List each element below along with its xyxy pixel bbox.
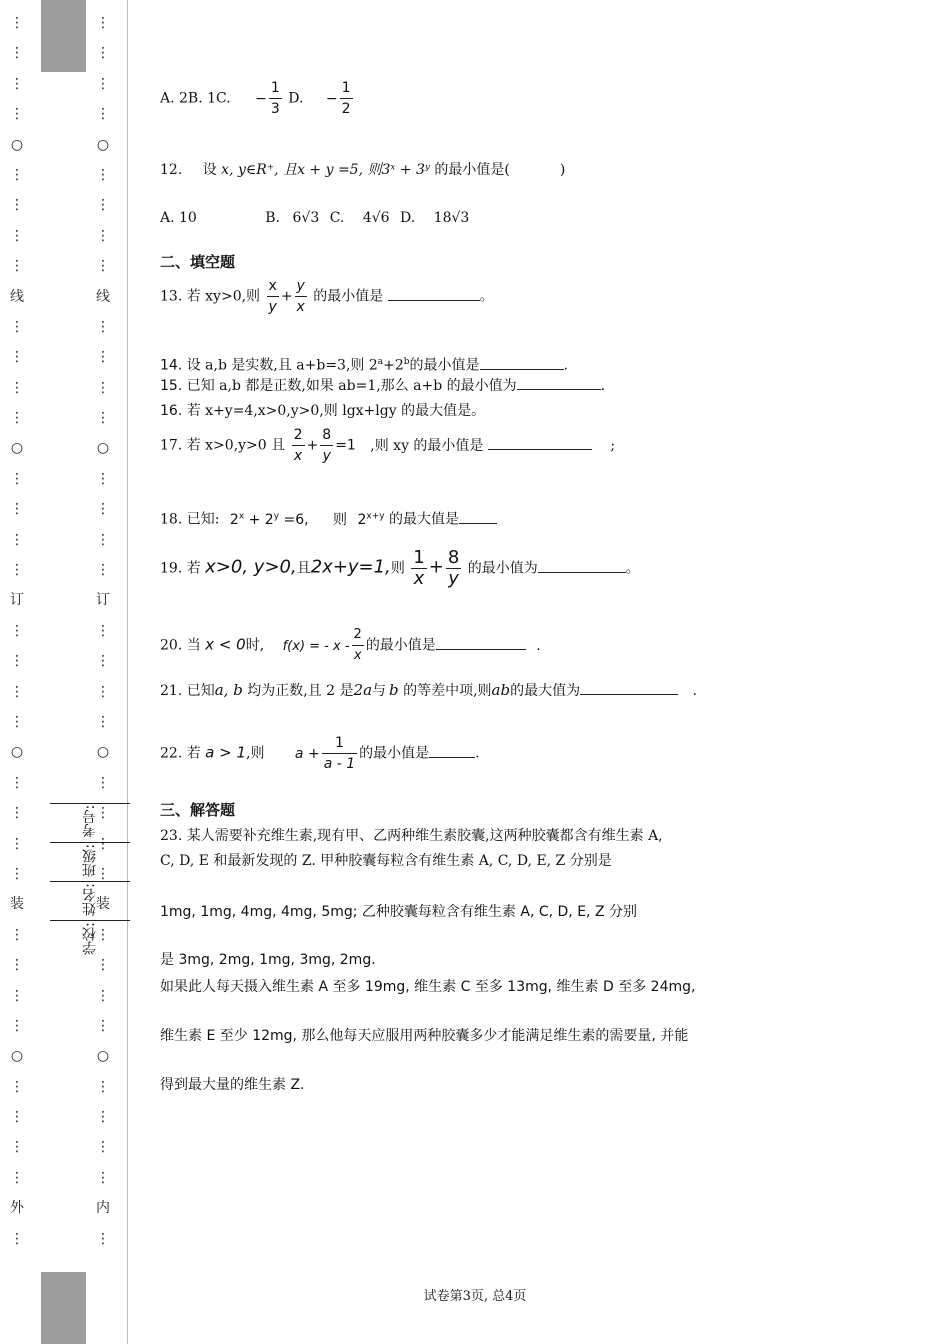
q20-answer-blank[interactable]: [436, 648, 526, 650]
question-15: 15. 已知 a,b 都是正数,如果 ab=1,那么 a+b 的最小值为 .: [160, 378, 606, 394]
school-blank[interactable]: [50, 920, 130, 922]
q13-answer-blank[interactable]: [388, 299, 480, 301]
margin-char: 订: [96, 592, 110, 609]
margin-dots: ⋮: [96, 1230, 110, 1247]
question-12-options: A. 10 B. 6√3 C. 4√6 D. 18√3: [160, 210, 470, 226]
margin-dots: ⋮: [10, 349, 24, 366]
question-14: 14. 设 a,b 是实数,且 a+b=3,则 $2^a+2^b$的最小值是 .: [160, 357, 568, 374]
margin-dots: ⋮: [10, 410, 24, 427]
margin-dots: ⋮: [10, 987, 24, 1004]
class-blank[interactable]: [50, 842, 130, 844]
margin-dots: ⋮: [10, 258, 24, 275]
margin-dots: ⋮: [10, 653, 24, 670]
margin-circle: ○: [96, 744, 110, 761]
question-23-line-3: 1mg, 1mg, 4mg, 4mg, 5mg; 乙种胶囊每粒含有维生素 A, C, D, E, Z 分别: [160, 904, 637, 920]
question-13: 13. 若 xy>0,则 $\frac{x}{y}$ + $\frac{y}{x}$ 的最小值是 。: [160, 278, 494, 315]
margin-dots: ⋮: [10, 835, 24, 852]
margin-dots: ⋮: [10, 774, 24, 791]
section-3-title: 三、解答题: [160, 801, 236, 819]
margin-dots: ⋮: [96, 470, 110, 487]
name-blank[interactable]: [50, 881, 130, 883]
margin-dots: ⋮: [96, 1078, 110, 1095]
margin-dots: ⋮: [10, 531, 24, 548]
question-23-line-2: C, D, E 和最新发现的 Z. 甲种胶囊每粒含有维生素 A, C, D, E, Z 分别是: [160, 853, 612, 869]
margin-dots: ⋮: [96, 653, 110, 670]
margin-dots: ⋮: [10, 15, 24, 31]
margin-dots: ⋮: [96, 197, 110, 214]
margin-dots: ⋮: [96, 1139, 110, 1156]
margin-dots: ⋮: [96, 318, 110, 335]
student-info-labels: [50, 395, 130, 955]
margin-char: 订: [10, 592, 24, 609]
margin-char: 装: [10, 896, 24, 913]
margin-dots: ⋮: [10, 106, 24, 123]
margin-dots: ⋮: [10, 1078, 24, 1095]
margin-dots: ⋮: [96, 166, 110, 183]
page-footer: 试卷第3页, 总4页: [423, 1289, 527, 1304]
margin-char: 装: [96, 896, 110, 913]
margin-circle: ○: [10, 1048, 24, 1065]
q18-answer-blank[interactable]: [459, 522, 497, 524]
margin-dots: ⋮: [96, 713, 110, 730]
margin-dots: ⋮: [10, 1230, 24, 1247]
margin-dots: ⋮: [10, 75, 24, 92]
margin-char: 外: [10, 1200, 24, 1217]
margin-dots: ⋮: [96, 622, 110, 639]
margin-dots: ⋮: [10, 1139, 24, 1156]
margin-circle: ○: [10, 136, 24, 153]
name-label: 姓名:: [82, 883, 98, 916]
margin-circle: ○: [96, 440, 110, 457]
question-21: 21. 已知a, b 均为正数,且 2 是2a与 b 的等差中项,则ab的最大值为 .: [160, 681, 697, 699]
margin-dots: ⋮: [10, 166, 24, 183]
margin-dots: ⋮: [96, 774, 110, 791]
margin-dots: ⋮: [96, 805, 110, 822]
margin-dots: ⋮: [96, 349, 110, 366]
margin-dots: ⋮: [10, 197, 24, 214]
margin-dots: ⋮: [96, 1169, 110, 1186]
margin-dots: ⋮: [10, 1109, 24, 1126]
margin-dots: ⋮: [96, 683, 110, 700]
margin-dots: ⋮: [96, 835, 110, 852]
margin-dots: ⋮: [10, 865, 24, 882]
margin-dots: ⋮: [10, 713, 24, 730]
question-22: 22. 若 a > 1,则 a + $\frac{1}{a - 1}$ 的最小值是 .: [160, 735, 480, 772]
question-12: 12. 设 x, y∈R⁺, 且x + y =5, 则3ˣ + 3ʸ 的最小值是( ): [160, 162, 566, 178]
q21-answer-blank[interactable]: [580, 693, 678, 695]
margin-char: 线: [96, 288, 110, 305]
question-23-line-4: 是 3mg, 2mg, 1mg, 3mg, 2mg.: [160, 952, 376, 968]
margin-char: 线: [10, 288, 24, 305]
margin-dots: ⋮: [10, 501, 24, 518]
question-23-line-7: 得到最大量的维生素 Z.: [160, 1077, 305, 1093]
margin-dots: ⋮: [96, 957, 110, 974]
margin-dots: ⋮: [10, 45, 24, 62]
question-19: 19. 若 x>0, y>0,且2x+y=1,则 $\frac{1}{x}$ + $\frac{8}{y}$ 的最小值为 。: [160, 547, 640, 589]
q19-answer-blank[interactable]: [538, 571, 626, 573]
exam-no-label: 考号:: [82, 804, 98, 838]
question-23-line-6: 维生素 E 至少 12mg, 那么他每天应服用两种胶囊多少才能满足维生素的需要量, 并能: [160, 1028, 689, 1044]
margin-dots: ⋮: [96, 1109, 110, 1126]
question-23-line-1: 23. 某人需要补充维生素,现有甲、乙两种维生素胶囊,这两种胶囊都含有维生素 A,: [160, 828, 663, 844]
margin-dots: ⋮: [96, 987, 110, 1004]
q11-options: A. 2B. 1C. − $\frac{1}{3}$ D. − $\frac{1}{2}$: [160, 80, 351, 117]
margin-dots: ⋮: [96, 501, 110, 518]
q14-answer-blank[interactable]: [480, 368, 564, 370]
margin-dots: ⋮: [10, 683, 24, 700]
margin-circle: ○: [96, 136, 110, 153]
margin-circle: ○: [96, 1048, 110, 1065]
margin-dots: ⋮: [96, 15, 110, 31]
class-label: 班级:: [82, 843, 98, 877]
school-label: 学校:: [82, 922, 98, 955]
margin-dots: ⋮: [96, 106, 110, 123]
margin-dots: ⋮: [96, 1017, 110, 1034]
margin-dots: ⋮: [96, 926, 110, 943]
margin-circle: ○: [10, 744, 24, 761]
margin-dots: ⋮: [10, 622, 24, 639]
margin-dots: ⋮: [96, 258, 110, 275]
margin-dots: ⋮: [10, 318, 24, 335]
margin-dots: ⋮: [10, 805, 24, 822]
exam-no-blank[interactable]: [50, 803, 130, 805]
q22-answer-blank[interactable]: [429, 756, 475, 758]
q15-answer-blank[interactable]: [517, 388, 601, 390]
margin-dots: ⋮: [96, 75, 110, 92]
margin-dots: ⋮: [96, 379, 110, 396]
margin-dots: ⋮: [10, 1017, 24, 1034]
margin-dots: ⋮: [96, 227, 110, 244]
question-17: 17. 若 x>0,y>0 且 $\frac{2}{x}$ + $\frac{8}{y}$ =1 ,则 xy 的最小值是 ;: [160, 427, 616, 464]
margin-dots: ⋮: [10, 470, 24, 487]
outer-dotted-cut-line: [7, 8, 27, 1254]
margin-dots: ⋮: [96, 410, 110, 427]
margin-dots: ⋮: [96, 531, 110, 548]
margin-dots: ⋮: [10, 926, 24, 943]
margin-dots: ⋮: [96, 562, 110, 579]
q17-answer-blank[interactable]: [488, 448, 592, 450]
margin-dots: ⋮: [10, 562, 24, 579]
question-23-line-5: 如果此人每天摄入维生素 A 至多 19mg, 维生素 C 至多 13mg, 维生素 D 至多 24mg,: [160, 979, 696, 995]
margin-dots: ⋮: [10, 379, 24, 396]
section-2-title: 二、填空题: [160, 253, 236, 271]
margin-char: 内: [96, 1200, 110, 1217]
question-20: 20. 当 x < 0时, f(x) = - x - $\frac{2}{x}$ 的最小值是 .: [160, 627, 541, 663]
margin-dots: ⋮: [10, 227, 24, 244]
margin-dots: ⋮: [10, 1169, 24, 1186]
margin-dots: ⋮: [10, 957, 24, 974]
margin-circle: ○: [10, 440, 24, 457]
question-18: 18. 已知: $2^x + 2^y =6$, 则 $2^{x+y}$ 的最大值是: [160, 506, 497, 530]
margin-dots: ⋮: [96, 45, 110, 62]
margin-dots: ⋮: [96, 865, 110, 882]
question-16: 16. 若 x+y=4,x>0,y>0,则 lgx+lgy 的最大值是。: [160, 403, 486, 419]
